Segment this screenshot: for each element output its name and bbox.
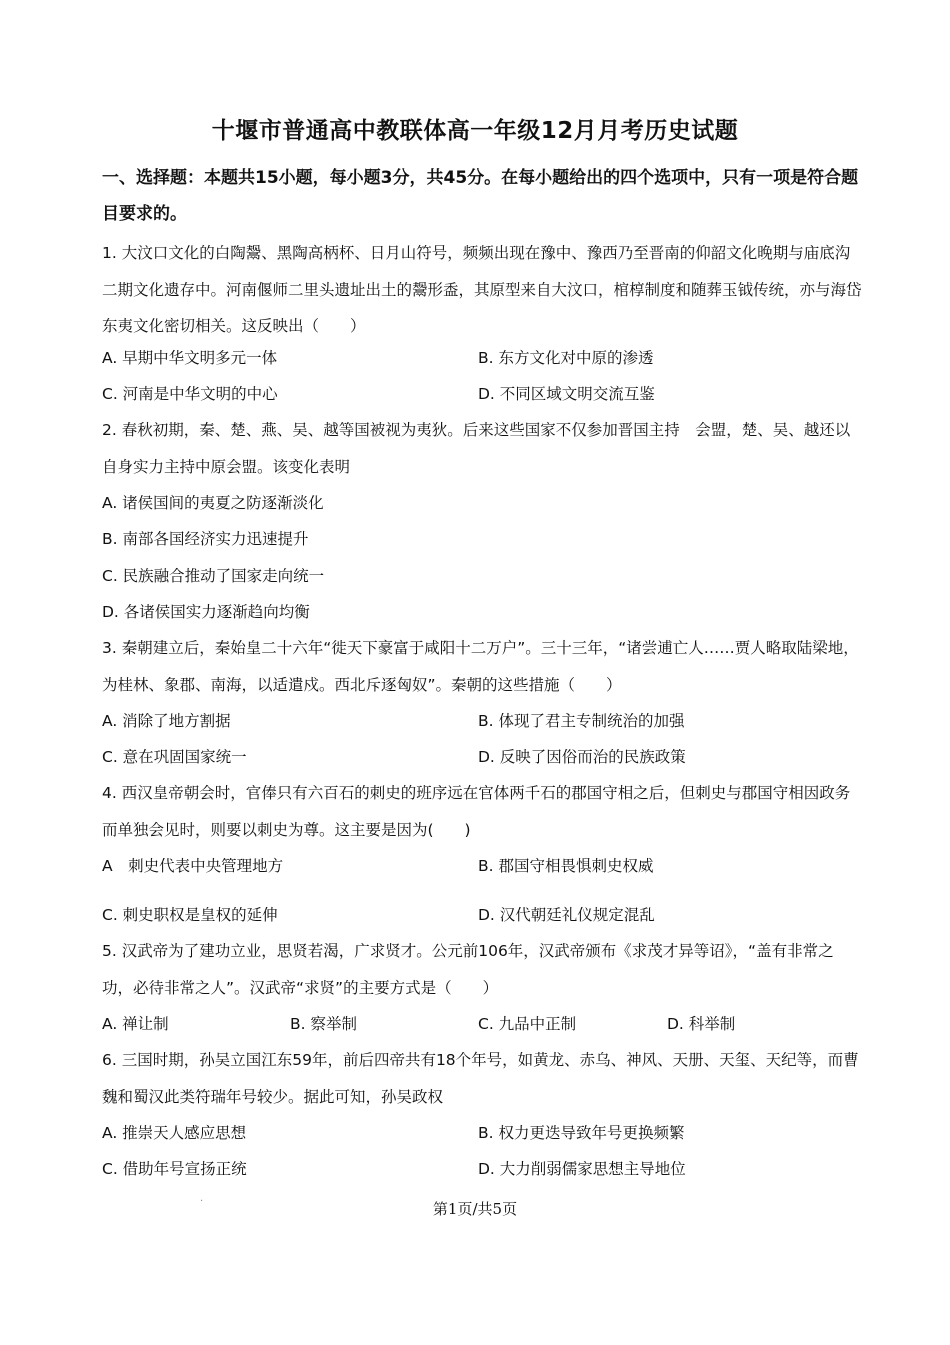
question-5-option-a: A. 禅让制: [102, 1015, 169, 1033]
question-1-option-d: D. 不同区域文明交流互鉴: [478, 385, 655, 403]
question-3-option-b: B. 体现了君主专制统治的加强: [478, 712, 685, 730]
question-4-option-c: C. 刺史职权是皇权的延伸: [102, 906, 278, 924]
question-5-stem: 5. 汉武帝为了建功立业，思贤若渴，广求贤才。公元前106年，汉武帝颁布《求茂才异等诏》，“盖有非常之功，必待非常之人”。汉武帝“求贤”的主要方式是（ ）: [102, 942, 834, 997]
question-2-option-b: B. 南部各国经济实力迅速提升: [102, 530, 309, 548]
question-5-option-d: D. 科举制: [667, 1015, 736, 1033]
question-4-option-b: B. 郡国守相畏惧刺史权威: [478, 857, 654, 875]
question-6-stem: 6. 三国时期，孙吴立国江东59年，前后四帝共有18个年号，如黄龙、赤乌、神风、天册、天玺、天纪等，而曹魏和蜀汉此类符瑞年号较少。据此可知，孙吴政权: [102, 1051, 859, 1106]
question-6-option-a: A. 推崇天人感应思想: [102, 1124, 247, 1142]
question-3-option-c: C. 意在巩固国家统一: [102, 748, 247, 766]
question-1-option-a: A. 早期中华文明多元一体: [102, 349, 278, 367]
question-6-option-c: C. 借助年号宣扬正统: [102, 1160, 247, 1178]
question-4-option-a: A 刺史代表中央管理地方: [102, 857, 284, 875]
question-5-option-c: C. 九品中正制: [478, 1015, 577, 1033]
question-3-option-d: D. 反映了因俗而治的民族政策: [478, 748, 686, 766]
stray-mark: ·: [200, 1196, 204, 1207]
question-2-option-a: A. 诸侯国间的夷夏之防逐渐淡化: [102, 494, 324, 512]
section-heading: 一、选择题：本题共15小题，每小题3分，共45分。在每小题给出的四个选项中，只有一项是符合题目要求的。: [102, 168, 859, 224]
question-2-option-c: C. 民族融合推动了国家走向统一: [102, 567, 325, 585]
question-3-stem: 3. 秦朝建立后，秦始皇二十六年“徙天下豪富于咸阳十二万户”。三十三年，“诸尝逋亡人……贾人略取陆梁地，为桂林、象郡、南海，以适遣戍。西北斥逐匈奴”。秦朝的这些措施（ ）: [102, 639, 859, 694]
question-4-stem: 4. 西汉皇帝朝会时，官俸只有六百石的刺史的班序远在官体两千石的郡国守相之后，但刺史与郡国守相因政务而单独会见时，则要以刺史为尊。这主要是因为( ): [102, 784, 851, 839]
question-4-option-d: D. 汉代朝廷礼仪规定混乱: [478, 906, 655, 924]
exam-title: 十堰市普通高中教联体高一年级12月月考历史试题: [211, 118, 739, 144]
question-1-stem: 1. 大汶口文化的白陶鬶、黑陶高柄杯、日月山符号，频频出现在豫中、豫西乃至晋南的仰韶文化晚期与庙底沟二期文化遗存中。河南偃师二里头遗址出土的鬶形盉，其原型来自大汶口，棺椁制度和随葬玉钺传统，亦与海岱东夷文化密切相关。这反映出（ ）: [102, 244, 862, 335]
question-1-option-c: C. 河南是中华文明的中心: [102, 385, 278, 403]
question-1-option-b: B. 东方文化对中原的渗透: [478, 349, 654, 367]
page-footer: 第1页/共5页: [432, 1200, 518, 1218]
question-6-option-b: B. 权力更迭导致年号更换频繁: [478, 1124, 685, 1142]
question-2-option-d: D. 各诸侯国实力逐渐趋向均衡: [102, 603, 310, 621]
question-2-stem: 2. 春秋初期，秦、楚、燕、吴、越等国被视为夷狄。后来这些国家不仅参加晋国主持 会盟，楚、吴、越还以自身实力主持中原会盟。该变化表明: [102, 421, 851, 476]
question-5-option-b: B. 察举制: [290, 1015, 357, 1033]
question-6-option-d: D. 大力削弱儒家思想主导地位: [478, 1160, 686, 1178]
question-3-option-a: A. 消除了地方割据: [102, 712, 231, 730]
